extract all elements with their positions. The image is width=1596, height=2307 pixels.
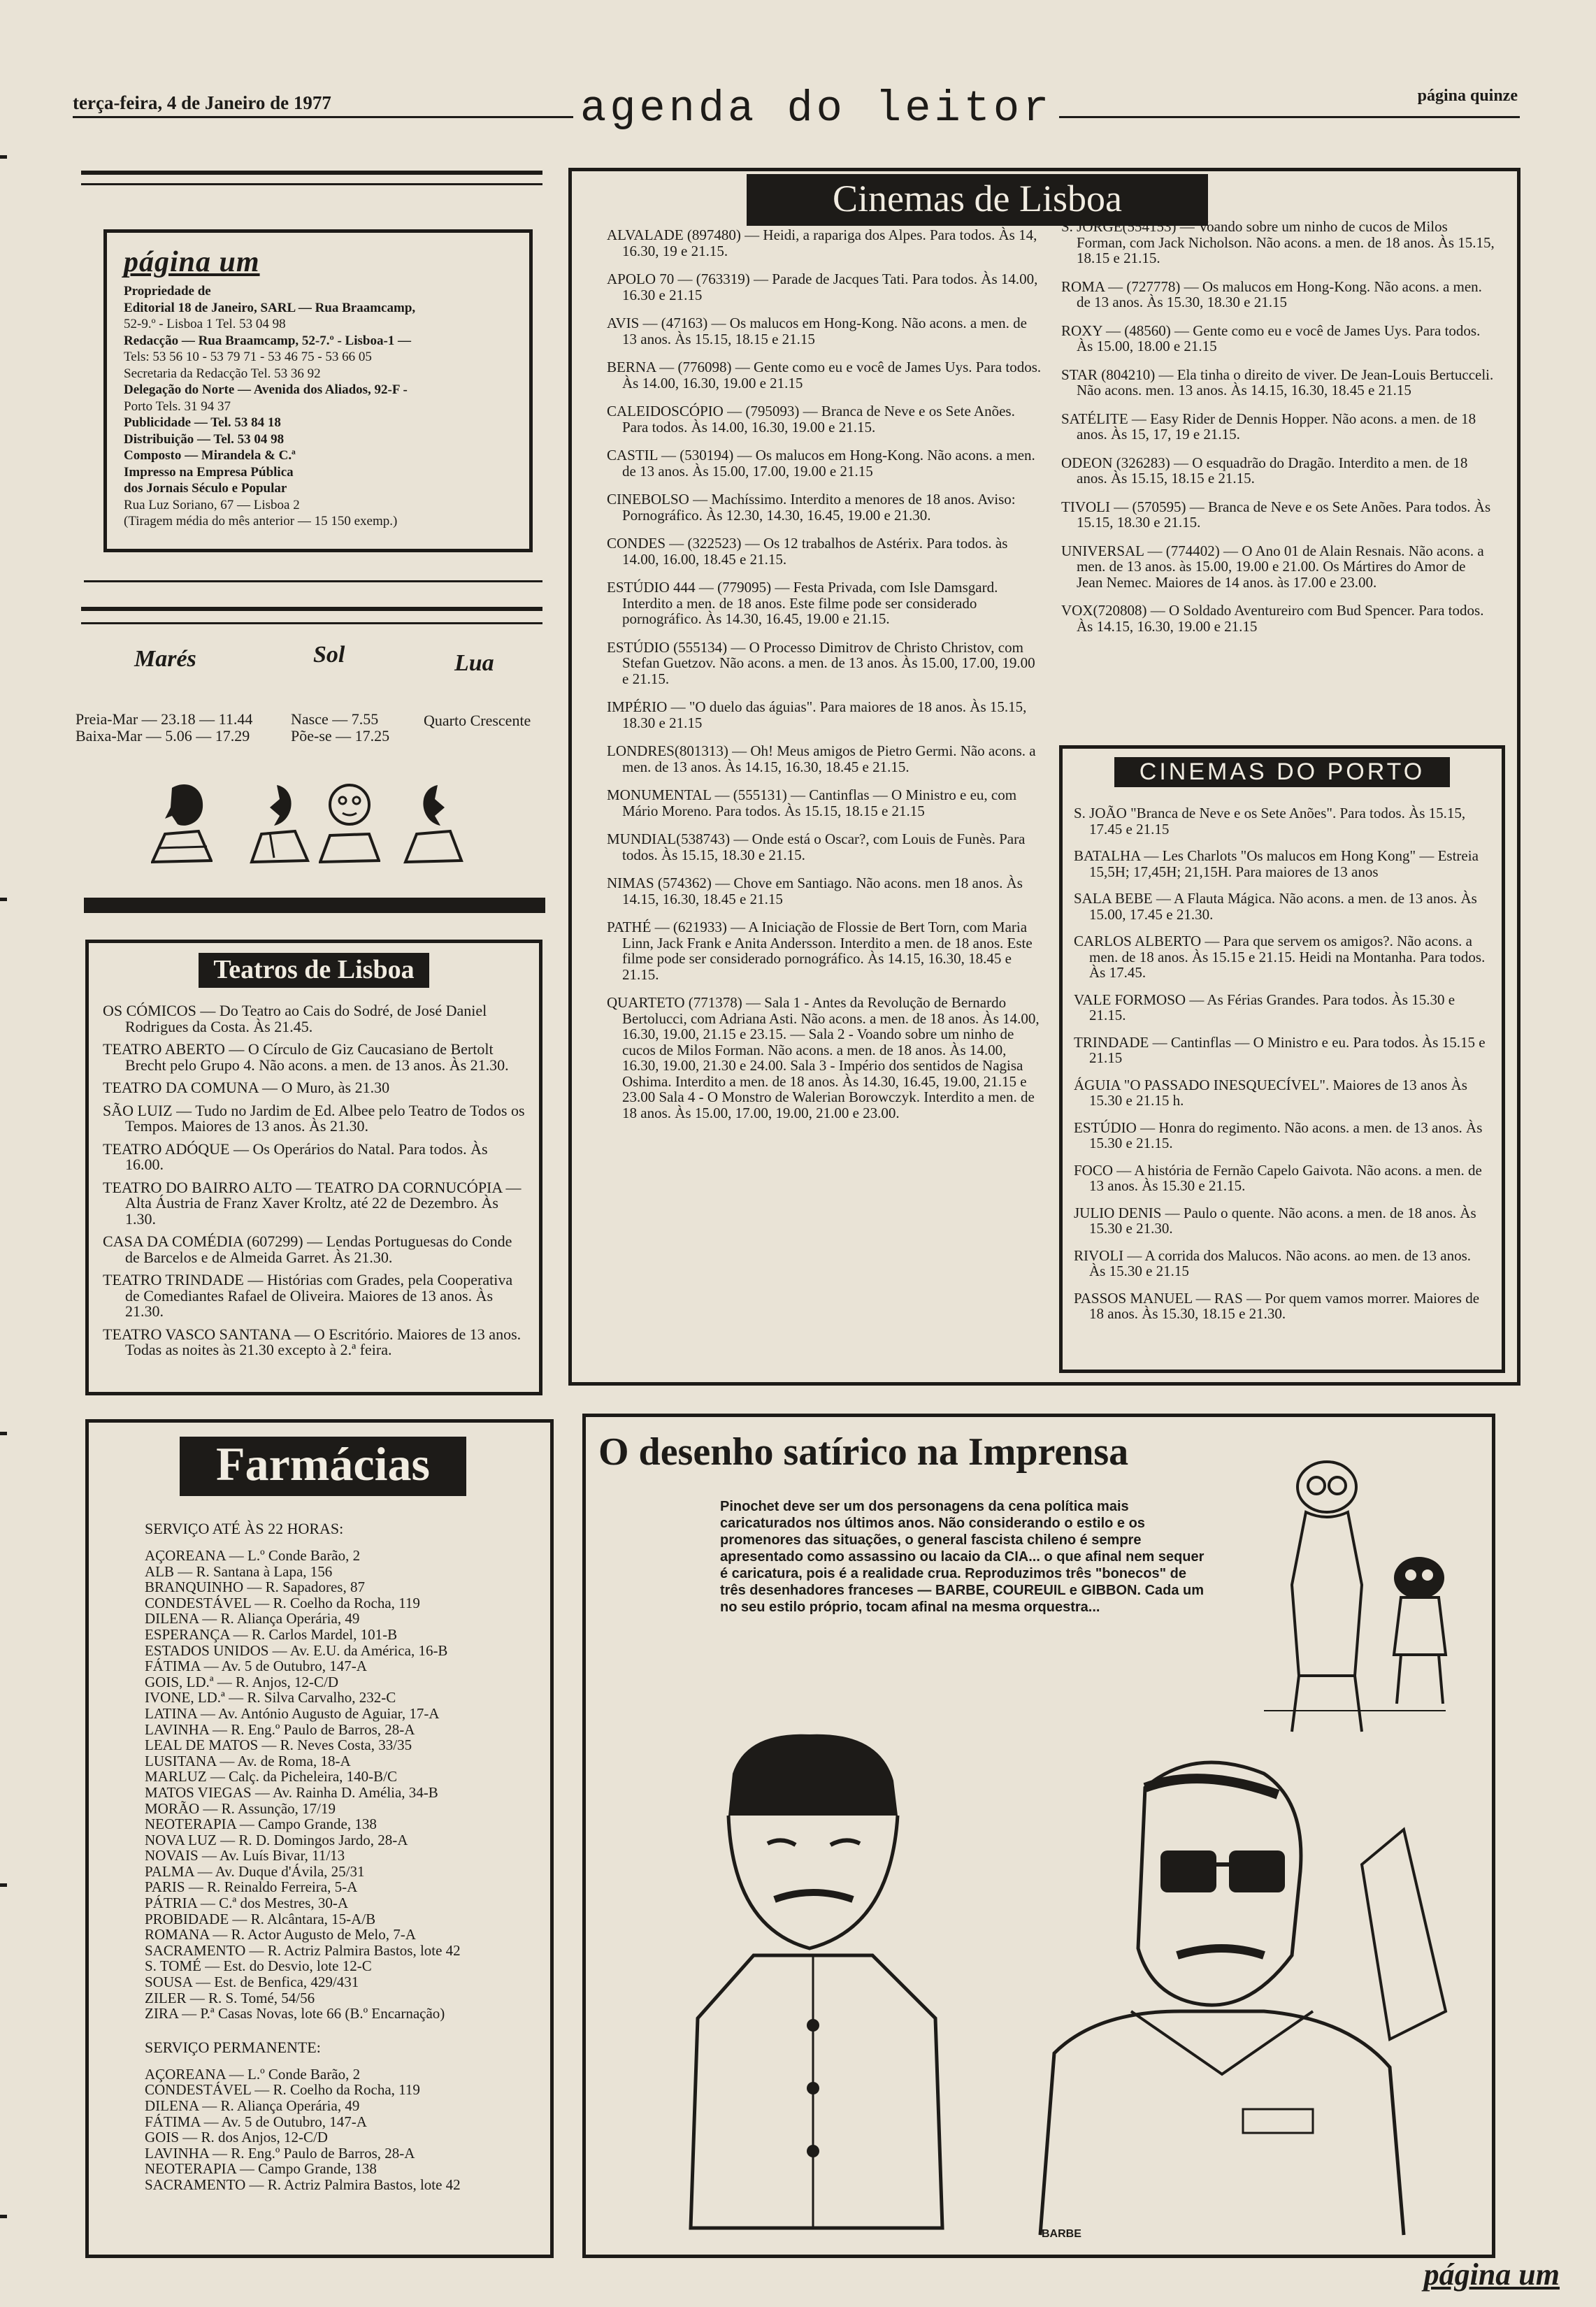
- porto-cinema-entry: [1074, 1077, 1490, 1109]
- porto-cinema-entry: [1074, 992, 1490, 1023]
- porto-cinema-entry-details: — Les Charlots "Os malucos em Hong Kong" — Estreia 15,5H; 17,45H; 21,15H. Para maiores de 13 anos: [1089, 847, 1479, 880]
- cinema-entry-name: STAR (804210): [1061, 366, 1156, 383]
- footer-logo: página um: [1423, 2257, 1560, 2292]
- theatre-entry-details: — Lendas Portuguesas do Conde de Barcelos e de Almeida Garret. Às 21.30.: [125, 1232, 512, 1266]
- cinema-entry-name: ESTÚDIO (555134): [607, 638, 728, 656]
- theatre-entry-name: TEATRO DA COMUNA: [103, 1079, 259, 1096]
- theatres-title: Teatros de Lisboa: [199, 953, 429, 988]
- ownership-line: Redacção — Rua Braamcamp, 52-7.º - Lisboa-1 —: [124, 333, 412, 348]
- ownership-line: Editorial 18 de Janeiro, SARL — Rua Braamcamp,: [124, 300, 416, 315]
- pharmacy-entry: PALMA — Av. Duque d'Ávila, 25/31: [145, 1862, 365, 1880]
- margin-mark: [0, 155, 7, 159]
- theatre-entry-details: — Histórias com Grades, pela Cooperativa de Comediantes Rafael de Oliveira. Maiores de 13 anos. Às 21.30.: [125, 1271, 513, 1320]
- cinema-entry-name: PATHÉ: [607, 919, 652, 935]
- cinema-entry: [1061, 455, 1495, 487]
- theatre-entry: [103, 1142, 525, 1173]
- theatre-entry-name: CASA DA COMÉDIA (607299): [103, 1232, 303, 1250]
- caricature-general-with-dog: [1236, 1445, 1474, 1746]
- pharmacy-entry: NOVAIS — Av. Luís Bivar, 11/13: [145, 1847, 345, 1864]
- page-number: página quinze: [1417, 87, 1518, 105]
- artist-signature: BARBE: [1042, 2228, 1081, 2240]
- margin-mark: [0, 1432, 7, 1435]
- cinema-entry: [1061, 411, 1495, 443]
- pharmacy-entry: ROMANA — R. Actor Augusto de Melo, 7-A: [145, 1926, 416, 1943]
- theatre-entry-name: TEATRO ABERTO: [103, 1040, 225, 1058]
- pharmacy-entry: LAVINHA — R. Eng.º Paulo de Barros, 28-A: [145, 2144, 415, 2162]
- theatre-entry: [103, 1180, 525, 1228]
- low-tide: Baixa-Mar — 5.06 — 17.29: [76, 727, 250, 745]
- cinema-entry-details: (771378) — Sala 1 - Antes da Revolução de Bernardo Bertolucci, com Adriana Asti. Não acons. a men. de 18 anos. Às 14.00, 16.30, 19.00, 21.15 e 23.15. — Sala 2 - Voando sobre um ninho de cucos de Milos Forman. Não acons. a men. de 18 anos. Às 14.00, 16.30, 19.00, 21.30 e 24.00. Sala 3 - Império dos sentidos de Nagisa Oshima. Interdito a men. de 18 anos. Às 14.30, 16.45, 19.00, 21.15 e 23.00 Sala 4 - O Monstro de Walerian Borowczyk. Interdito a men. de 18 anos. Às 15.00, 17.00, 19.00, 21.00 e 23.00.: [622, 994, 1040, 1121]
- cinema-entry: [1061, 323, 1495, 354]
- theatre-entry-details: — O Escritório. Maiores de 13 anos. Todas as noites às 21.30 excepto à 2.ª feira.: [125, 1325, 522, 1358]
- cinema-entry-details: — Ela tinha o direito de viver. De Jean-Louis Bertucceli. Não acons. men. 13 anos. Às 14.15, 16.30, 18.45 e 21.15: [1077, 366, 1494, 398]
- cinema-entry: [607, 831, 1044, 863]
- pharmacy-entry: CONDESTÁVEL — R. Coelho da Rocha, 119: [145, 2081, 420, 2099]
- cinema-entry-name: CINEBOLSO: [607, 491, 689, 508]
- theatre-entry: [103, 1103, 525, 1135]
- porto-cinema-entry-name: ESTÚDIO: [1074, 1119, 1137, 1136]
- porto-cinema-entry-name: ÁGUIA: [1074, 1076, 1121, 1093]
- porto-cinema-entry-name: BATALHA: [1074, 847, 1141, 864]
- cinema-entry-name: QUARTETO: [607, 994, 685, 1011]
- porto-cinema-entry-name: CARLOS ALBERTO: [1074, 933, 1202, 949]
- pharmacies-box: [85, 1419, 554, 2258]
- cinema-entry: [607, 536, 1044, 567]
- margin-mark: [0, 1883, 7, 1887]
- theatre-entry: [103, 1042, 525, 1073]
- ownership-line: (Tiragem média do mês anterior — 15 150 exemp.): [124, 514, 398, 529]
- pharmacy-entry: ESTADOS UNIDOS — Av. E.U. da América, 16-B: [145, 1641, 448, 1659]
- porto-cinema-entry: [1074, 1035, 1490, 1066]
- cinema-entry: [607, 743, 1044, 775]
- lisbon-cinemas-column-2: [1061, 219, 1495, 647]
- cinema-entry-details: — (774402) — O Ano 01 de Alain Resnais. Não acons. a men. de 13 anos. às 15.00, 19.00 e 21.00. Os Mártires do Amor de Jean Nemec. Maiores de 14 anos. às 17.00 e 23.00.: [1077, 542, 1484, 591]
- cinema-entry-details: — (322523) — Os 12 trabalhos de Astérix. Para todos. às 14.00, 16.00, 18.45 e 21.15.: [622, 535, 1008, 568]
- satire-title: O desenho satírico na Imprensa: [598, 1430, 1129, 1474]
- pharmacies-section-permanent: SERVIÇO PERMANENTE:: [145, 2038, 321, 2056]
- cinema-entry-details: — (621933) — A Iniciação de Flossie de Bert Torn, com Maria Linn, Jack Frank e Anita Andersson. Interdito a men. de 18 anos. Este filme pode ser considerado pornográfico. Às 14.15, 16.30, 18.45 e 21.15.: [622, 919, 1033, 983]
- porto-cinema-entry: [1074, 1205, 1490, 1237]
- cinema-entry-name: APOLO 70: [607, 271, 675, 287]
- cinema-entry-details: — (776098) — Gente como eu e você de James Uys. Para todos. Às 14.00, 16.30, 19.00 e 21.15: [622, 359, 1042, 391]
- cinema-entry-name: ODEON (326283): [1061, 454, 1170, 471]
- ownership-line: Secretaria da Redacção Tel. 53 36 92: [124, 366, 321, 381]
- satire-box: [582, 1414, 1495, 2258]
- cinema-entry: [1061, 367, 1495, 398]
- pharmacy-entry: MARLUZ — Calç. da Picheleira, 140-B/C: [145, 1768, 398, 1785]
- cinema-entry: [607, 447, 1044, 479]
- pharmacy-entry: MORÃO — R. Assunção, 17/19: [145, 1799, 336, 1817]
- cinema-entry-details: — Oh! Meus amigos de Pietro Germi. Não acons. a men. de 13 anos. Às 14.15, 16.30, 18.45 e 21.15.: [622, 742, 1036, 775]
- theatre-entry-details: — Os Operários do Natal. Para todos. Às 16.00.: [125, 1140, 488, 1173]
- divider: [84, 580, 542, 582]
- porto-cinema-entry-name: VALE FORMOSO: [1074, 991, 1186, 1008]
- theatre-entry: [103, 1080, 525, 1096]
- pharmacy-entry: PARIS — R. Reinaldo Ferreira, 5-A: [145, 1878, 358, 1896]
- cinema-entry-name: AVIS: [607, 315, 640, 331]
- theatre-entry-details: — O Círculo de Giz Caucasiano de Bertolt Brecht pelo Grupo 4. Não acons. a men. de 13 anos. Às 21.30.: [125, 1040, 509, 1074]
- cinema-entry-details: — (47163) — Os malucos em Hong-Kong. Não acons. a men. de 13 anos. Às 15.15, 18.15 e 21.15: [622, 315, 1027, 347]
- high-tide: Preia-Mar — 23.18 — 11.44: [76, 710, 253, 728]
- full-moon-figure-icon: [319, 779, 380, 865]
- theatre-entry: [103, 1234, 525, 1265]
- porto-cinemas-box: [1059, 745, 1505, 1373]
- ownership-lines: [124, 283, 512, 530]
- theatre-entry: [103, 1003, 525, 1035]
- ownership-line: Tels: 53 56 10 - 53 79 71 - 53 46 75 - 53 66 05: [124, 350, 372, 364]
- cinema-entry-name: NIMAS (574362): [607, 875, 712, 891]
- pharmacy-entry: NEOTERAPIA — Campo Grande, 138: [145, 2160, 377, 2178]
- pharmacy-entry: PÁTRIA — C.ª dos Mestres, 30-A: [145, 1895, 349, 1912]
- cinema-entry-name: CALEIDOSCÓPIO: [607, 403, 724, 419]
- porto-cinema-entry-name: PASSOS MANUEL: [1074, 1289, 1193, 1307]
- theatres-list: [103, 1003, 525, 1358]
- cinema-entry: [607, 403, 1044, 435]
- pharmacies-list-permanent: [103, 2067, 536, 2193]
- cinema-entry-details: — (727778) — Os malucos em Hong-Kong. Não acons. a men. de 13 anos. Às 15.30, 18.30 e 21.15: [1077, 278, 1482, 310]
- porto-cinema-entry: [1074, 1248, 1490, 1279]
- cinema-entry-details: — O esquadrão do Dragão. Interdito a men. de 18 anos. Às 15.15, 18.15 e 21.15.: [1077, 454, 1468, 487]
- cinema-entry-name: ESTÚDIO 444: [607, 579, 696, 596]
- pharmacy-entry: ZIRA — P.ª Casas Novas, lote 66 (B.º Encarnação): [145, 2005, 445, 2022]
- cinema-entry-details: — (763319) — Parade de Jacques Tati. Para todos. Às 14.00, 16.30 e 21.15: [622, 271, 1038, 303]
- theatres-box: [85, 940, 542, 1395]
- pharmacy-entry: IVONE, LD.ª — R. Silva Carvalho, 232-C: [145, 1689, 396, 1706]
- lisbon-cinemas-title: Cinemas de Lisboa: [747, 174, 1208, 226]
- porto-cinema-entry-details: — Honra do regimento. Não acons. a men. de 13 anos. Às 15.30 e 21.15.: [1089, 1119, 1483, 1151]
- pharmacy-entry: ZILER — R. S. Tomé, 54/56: [145, 1989, 315, 2006]
- divider: [84, 898, 545, 913]
- porto-cinema-entry-name: FOCO: [1074, 1161, 1114, 1179]
- pharmacy-entry: DILENA — R. Aliança Operária, 49: [145, 1610, 360, 1627]
- cinema-entry: [607, 271, 1044, 303]
- ownership-box: [103, 229, 533, 552]
- cinema-entry: [607, 919, 1044, 982]
- cinema-entry: [1061, 279, 1495, 310]
- ownership-line: Propriedade de: [124, 284, 211, 299]
- ownership-line: Rua Luz Soriano, 67 — Lisboa 2: [124, 497, 300, 512]
- pharmacy-entry: LUSITANA — Av. de Roma, 18-A: [145, 1752, 351, 1769]
- pharmacy-entry: ESPERANÇA — R. Carlos Mardel, 101-B: [145, 1625, 398, 1643]
- pharmacy-entry: SACRAMENTO — R. Actriz Palmira Bastos, lote 42: [145, 1941, 461, 1959]
- cinema-entry: [1061, 603, 1495, 634]
- last-quarter-figure-icon: [403, 779, 464, 865]
- theatre-entry: [103, 1272, 525, 1320]
- porto-cinema-entry-details: "Branca de Neve e os Sete Anões". Para todos. Às 15.15, 17.45 e 21.15: [1089, 805, 1466, 838]
- cinema-entry: [607, 995, 1044, 1121]
- porto-cinema-entry-name: TRINDADE: [1074, 1033, 1149, 1051]
- cinema-entry-details: — Heidi, a rapariga dos Alpes. Para todos. Às 14, 16.30, 19 e 21.15.: [622, 227, 1037, 259]
- pharmacy-entry: S. TOMÉ — Est. do Desvio, lote 12-C: [145, 1957, 372, 1975]
- cinema-entry: [607, 787, 1044, 819]
- pharmacy-entry: GOIS — R. dos Anjos, 12-C/D: [145, 2129, 328, 2146]
- pharmacy-entry: PROBIDADE — R. Alcântara, 15-A/B: [145, 1910, 376, 1927]
- sunset: Põe-se — 17.25: [291, 727, 390, 745]
- cinema-entry: [607, 875, 1044, 907]
- porto-cinema-entry: [1074, 805, 1490, 837]
- pharmacy-entry: FÁTIMA — Av. 5 de Outubro, 147-A: [145, 1658, 367, 1675]
- divider: [81, 622, 542, 624]
- porto-cinema-entry-details: — As Férias Grandes. Para todos. Às 15.30 e 21.15.: [1089, 991, 1455, 1023]
- pharmacy-entry: AÇOREANA — L.º Conde Barão, 2: [145, 2065, 361, 2083]
- pharmacy-entry: ALB — R. Santana à Lapa, 156: [145, 1562, 333, 1580]
- cinema-entry: [607, 580, 1044, 627]
- cinema-entry-details: — (795093) — Branca de Neve e os Sete Anões. Para todos. Às 14.00, 16.30, 19.00 e 21.15.: [622, 403, 1015, 436]
- pharmacy-entry: DILENA — R. Aliança Operária, 49: [145, 2097, 360, 2114]
- tides-heading: Marés: [134, 646, 196, 672]
- ownership-line: Distribuição — Tel. 53 04 98: [124, 431, 285, 447]
- pharmacy-entry: LAVINHA — R. Eng.º Paulo de Barros, 28-A: [145, 1720, 415, 1738]
- cinema-entry-name: LONDRES(801313): [607, 742, 728, 759]
- ownership-line: Delegação do Norte — Avenida dos Aliados, 92-F -: [124, 382, 408, 397]
- page-title: agenda do leitor: [573, 84, 1059, 134]
- sun-heading: Sol: [313, 642, 345, 668]
- cinema-entry-name: SATÉLITE: [1061, 410, 1128, 427]
- theatre-entry-name: TEATRO ADÓQUE: [103, 1140, 230, 1158]
- theatre-entry-details: — Tudo no Jardim de Ed. Albee pelo Teatro de Todos os Tempos. Maiores de 13 anos. Às 21.30.: [125, 1101, 525, 1135]
- pharmacy-entry: GOIS, LD.ª — R. Anjos, 12-C/D: [145, 1673, 339, 1690]
- porto-cinema-entry-name: S. JOÃO: [1074, 805, 1127, 821]
- porto-cinemas-title: CINEMAS DO PORTO: [1114, 757, 1450, 787]
- first-quarter-figure-icon: [249, 779, 310, 865]
- cinema-entry: [607, 227, 1044, 259]
- cinema-entry-details: — (570595) — Branca de Neve e os Sete Anões. Para todos. Às 15.15, 18.30 e 21.15.: [1077, 498, 1491, 531]
- pharmacy-entry: BRANQUINHO — R. Sapadores, 87: [145, 1579, 365, 1596]
- cinema-entry-name: TIVOLI: [1061, 498, 1110, 515]
- pharmacy-entry: FÁTIMA — Av. 5 de Outubro, 147-A: [145, 2113, 367, 2130]
- pharmacy-entry: MATOS VIEGAS — Av. Rainha D. Amélia, 34-B: [145, 1783, 438, 1801]
- cinema-entry-details: — (555131) — Cantinflas — O Ministro e eu, com Mário Moreno. Para todos. Às 15.15, 18.15 e 21.15: [622, 786, 1017, 819]
- porto-cinema-entry-details: — A corrida dos Malucos. Não acons. ao men. de 13 anos. Às 15.30 e 21.15: [1089, 1246, 1472, 1279]
- porto-cinema-entry-details: — A Flauta Mágica. Não acons. a men. de 13 anos. Às 15.00, 17.45 e 21.30.: [1089, 890, 1477, 923]
- porto-cinema-entry-details: — RAS — Por quem vamos morrer. Maiores de 18 anos. Às 15.30, 18.15 e 21.30.: [1089, 1289, 1480, 1322]
- pharmacy-entry: SACRAMENTO — R. Actriz Palmira Bastos, lote 42: [145, 2176, 461, 2193]
- lisbon-cinemas-column-1: [607, 227, 1044, 1133]
- header-date: terça-feira, 4 de Janeiro de 1977: [73, 92, 331, 113]
- cinema-entry-name: ROXY: [1061, 322, 1102, 339]
- cinema-entry-details: — (48560) — Gente como eu e você de James Uys. Para todos. Às 15.00, 18.00 e 21.15: [1077, 322, 1481, 354]
- porto-cinema-entry-details: — Cantinflas — O Ministro e eu. Para todos. Às 15.15 e 21.15: [1089, 1033, 1486, 1066]
- ownership-line: dos Jornais Século e Popular: [124, 481, 287, 496]
- cinema-entry: [607, 315, 1044, 347]
- cinema-entry-details: — Voando sobre um ninho de cucos de Milos Forman, com Jack Nicholson. Não acons. a men. de 18 anos. Às 15.15, 18.15 e 21.15.: [1077, 218, 1495, 266]
- cinema-entry: [1061, 499, 1495, 531]
- cinema-entry-details: — O Processo Dimitrov de Christo Christov, com Stefan Guetzov. Não acons. a men. de 13 anos. Às 15.00, 17.00, 19.00 e 21.15.: [622, 638, 1035, 687]
- theatre-entry-name: SÃO LUIZ: [103, 1101, 173, 1119]
- cinema-entry-details: — Easy Rider de Dennis Hopper. Não acons. a men. de 18 anos. Às 15, 17, 19 e 21.15.: [1077, 410, 1476, 443]
- theatre-entry-name: OS CÓMICOS: [103, 1002, 196, 1019]
- moon-phase: Quarto Crescente: [424, 712, 531, 729]
- cinema-entry-details: — (530194) — Os malucos em Hong-Kong. Não acons. a men. de 13 anos. Às 15.00, 17.00, 19.00 e 21.15: [622, 447, 1035, 480]
- porto-cinema-entry: [1074, 891, 1490, 922]
- cinema-entry-name: ALVALADE (897480): [607, 227, 741, 243]
- satire-intro-text: Pinochet deve ser um dos personagens da cena política mais caricaturados nos últimos anos. Não considerando o estilo e os promenores das situações, o general fascista chileno é sempre apresentado como assassino ou lacaio da CIA... o que afinal nem sequer é caricatura, pois é a realidade crua. Reproduzimos três "bonecos" de três desenhadores franceses — BARBE, COUREUIL e GIBBON. Cada um no seu estilo próprio, tocam afinal na mesma orquestra...: [720, 1499, 1205, 1615]
- cinema-entry-details: — (779095) — Festa Privada, com Isle Damsgard. Interdito a men. de 18 anos. Este filme pode ser considerado pornográfico. Às 14.30, 16.45, 19.00 e 21.15.: [622, 579, 998, 627]
- cinema-entry-name: UNIVERSAL: [1061, 542, 1144, 559]
- porto-cinema-entry: [1074, 1120, 1490, 1151]
- theatre-entry-name: TEATRO DO BAIRRO ALTO: [103, 1178, 292, 1196]
- cinema-entry: [1061, 219, 1495, 266]
- pharmacy-entry: CONDESTÁVEL — R. Coelho da Rocha, 119: [145, 1594, 420, 1611]
- cinema-entry: [607, 491, 1044, 523]
- cinema-entry-details: — Onde está o Oscar?, com Louis de Funès. Para todos. Às 15.15, 18.30 e 21.15.: [622, 831, 1026, 863]
- cinema-entry: [607, 699, 1044, 731]
- cinema-entry-name: IMPÉRIO: [607, 698, 668, 715]
- margin-mark: [0, 898, 7, 901]
- sunrise: Nasce — 7.55: [291, 710, 379, 728]
- theatre-entry-details: — Do Teatro ao Cais do Sodré, de José Daniel Rodrigues da Costa. Às 21.45.: [125, 1002, 487, 1035]
- theatre-entry: [103, 1327, 525, 1358]
- divider: [81, 171, 542, 175]
- cinema-entry: [607, 640, 1044, 687]
- cinema-entry-name: ROMA: [1061, 278, 1105, 295]
- cinema-entry: [1061, 543, 1495, 591]
- caricature-general-sunglasses: [1012, 1746, 1488, 2242]
- porto-cinema-entry-details: — Para que servem os amigos?. Não acons. a men. de 18 anos. Às 15.15 e 21.15. Heidi na Montanha. Para todos. Às 17.45.: [1089, 933, 1486, 981]
- porto-cinema-entry: [1074, 848, 1490, 879]
- porto-cinema-entry: [1074, 1291, 1490, 1322]
- pharmacies-section-22h: SERVIÇO ATÉ ÀS 22 HORAS:: [145, 1520, 344, 1537]
- caricature-general-bust: [670, 1725, 963, 2242]
- cinema-entry-name: S. JORGE(554153): [1061, 218, 1177, 235]
- cinema-entry-name: CONDES: [607, 535, 666, 552]
- pharmacies-list-22h: [103, 1548, 536, 2022]
- cinema-entry-name: CASTIL: [607, 447, 658, 463]
- pharmacy-entry: LATINA — Av. António Augusto de Aguiar, 17-A: [145, 1704, 440, 1722]
- ownership-line: 52-9.º - Lisboa 1 Tel. 53 04 98: [124, 317, 286, 331]
- ownership-line: Porto Tels. 31 94 37: [124, 398, 231, 414]
- theatre-entry-details: — O Muro, às 21.30: [258, 1079, 390, 1096]
- cinema-entry-name: VOX(720808): [1061, 602, 1147, 619]
- porto-cinema-entry-details: — A história de Fernão Capelo Gaivota. Não acons. a men. de 13 anos. Às 15.30 e 21.15.: [1089, 1161, 1482, 1194]
- theatre-entry-name: TEATRO VASCO SANTANA: [103, 1325, 291, 1343]
- porto-cinema-entry-name: RIVOLI: [1074, 1246, 1124, 1264]
- porto-cinema-entry: [1074, 933, 1490, 981]
- divider: [81, 183, 542, 185]
- porto-cinemas-list: [1074, 805, 1490, 1322]
- pharmacies-title: Farmácias: [180, 1437, 466, 1496]
- ownership-line: Publicidade — Tel. 53 84 18: [124, 415, 281, 430]
- cinema-entry-name: MUNDIAL(538743): [607, 831, 731, 847]
- ownership-line: Composto — Mirandela & C.ª: [124, 448, 296, 463]
- new-moon-figure-icon: [151, 779, 213, 865]
- cinema-entry-details: — O Soldado Aventureiro com Bud Spencer. Para todos. Às 14.15, 16.30, 19.00 e 21.15: [1077, 602, 1484, 635]
- porto-cinema-entry-name: JULIO DENIS: [1074, 1204, 1162, 1221]
- cinema-entry-details: — "O duelo das águias". Para maiores de 18 anos. Às 15.15, 18.30 e 21.15: [622, 698, 1027, 731]
- theatre-entry-name: TEATRO TRINDADE: [103, 1271, 244, 1288]
- porto-cinema-entry-name: SALA BEBE: [1074, 890, 1153, 907]
- pharmacy-entry: LEAL DE MATOS — R. Neves Costa, 33/35: [145, 1737, 412, 1754]
- cinema-entry-name: MONUMENTAL: [607, 786, 712, 803]
- pharmacy-entry: SOUSA — Est. de Benfica, 429/431: [145, 1974, 359, 1991]
- divider: [81, 607, 542, 611]
- cinema-entry-details: — Chove em Santiago. Não acons. men 18 anos. Às 14.15, 16.30, 18.45 e 21.15: [622, 875, 1023, 907]
- moon-heading: Lua: [454, 650, 494, 676]
- cinema-entry-name: BERNA: [607, 359, 656, 375]
- porto-cinema-entry-details: "O PASSADO INESQUECÍVEL". Maiores de 13 anos Às 15.30 e 21.15 h.: [1089, 1076, 1467, 1109]
- pharmacy-entry: NOVA LUZ — R. D. Domingos Jardo, 28-A: [145, 1831, 408, 1848]
- margin-mark: [0, 2215, 7, 2218]
- theatre-entry-details: — TEATRO DA CORNUCÓPIA — Alta Áustria de Franz Xaver Kroltz, até 22 de Dezembro. Às 1.30.: [125, 1178, 522, 1228]
- ownership-line: Impresso na Empresa Pública: [124, 464, 294, 480]
- porto-cinema-entry: [1074, 1163, 1490, 1194]
- porto-cinema-entry-details: — Paulo o quente. Não acons. a men. de 18 anos. Às 15.30 e 21.30.: [1089, 1204, 1476, 1237]
- cinema-entry: [607, 359, 1044, 391]
- cinema-entry-details: — Machíssimo. Interdito a menores de 18 anos. Aviso: Pornográfico. Às 12.30, 14.30, 16.45, 19.00 e 21.30.: [622, 491, 1016, 524]
- paper-logo: página um: [124, 246, 260, 278]
- pharmacy-entry: NEOTERAPIA — Campo Grande, 138: [145, 1816, 377, 1833]
- pharmacy-entry: AÇOREANA — L.º Conde Barão, 2: [145, 1547, 361, 1564]
